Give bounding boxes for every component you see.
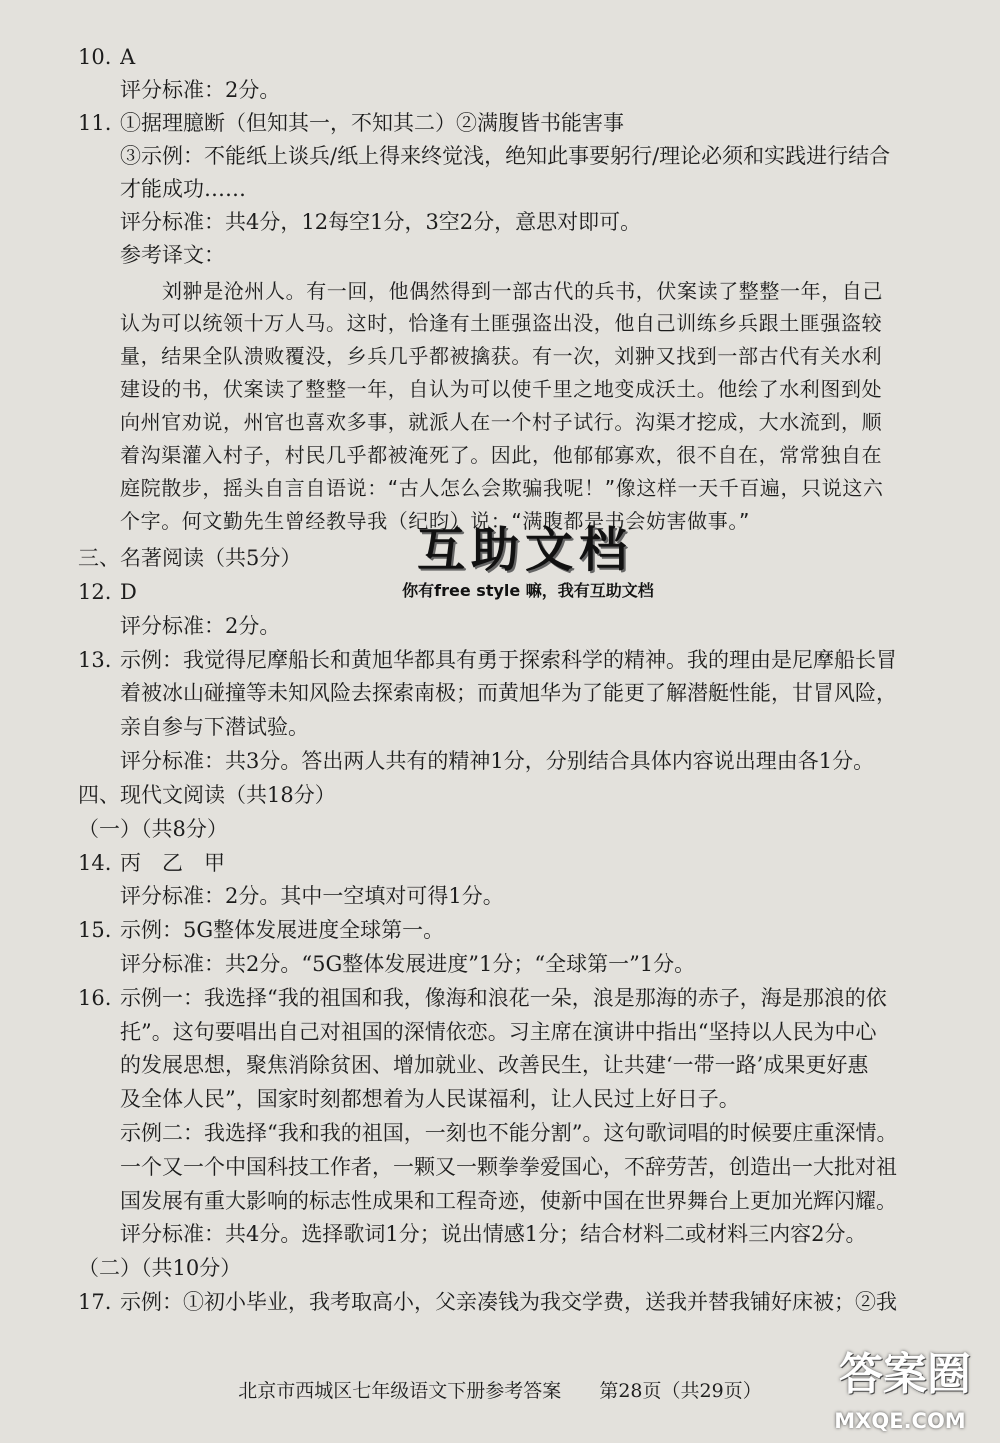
answer-line: 及全体人民”，国家时刻都想着为人民谋福利，让人民过上好日子。 bbox=[120, 1087, 740, 1111]
corner-watermark bbox=[805, 1345, 995, 1440]
translation-line: 认为可以统领十万人马。这时，恰逢有土匪强盗出没，他自己训练乡兵跟土匪强盗较 bbox=[120, 311, 883, 335]
answer-line: 示例：①初小毕业，我考取高小，父亲凑钱为我交学费，送我并替我铺好床被；②我 bbox=[120, 1290, 897, 1314]
answer-line: 示例：5G整体发展进度全球第一。 bbox=[120, 918, 445, 942]
translation-line: 建设的书，伏案读了整整一年，自认为可以使千里之地变成沃土。他绘了水利图到处 bbox=[120, 377, 883, 401]
answer-line: 示例一：我选择“我的祖国和我，像海和浪花一朵，浪是那海的赤子，海是那浪的依 bbox=[120, 986, 887, 1010]
answer-line: 一个又一个中国科技工作者，一颗又一颗拳拳爱国心，不辞劳苦，创造出一大批对祖 bbox=[120, 1155, 897, 1179]
question-number: 17. bbox=[78, 1290, 112, 1314]
question-number: 11. bbox=[78, 111, 112, 135]
answer-line: 示例：我觉得尼摩船长和黄旭华都具有勇于探索科学的精神。我的理由是尼摩船长冒 bbox=[120, 648, 897, 672]
answer-line: 评分标准：共4分。选择歌词1分；说出情感1分；结合材料二或材料三内容2分。 bbox=[120, 1222, 867, 1246]
answer-line: 托”。这句要唱出自己对祖国的深情依恋。习主席在演讲中指出“坚持以人民为中心 bbox=[120, 1020, 877, 1044]
answer-line: 丙 乙 甲 bbox=[120, 851, 225, 875]
question-number: 15. bbox=[78, 918, 112, 942]
question-number: 10. bbox=[78, 45, 112, 69]
answer-line: 评分标准：共4分，12每空1分，3空2分，意思对即可。 bbox=[120, 210, 642, 234]
answer-line: 评分标准：2分。 bbox=[120, 614, 281, 638]
footer-page-number: 第28页（共29页） bbox=[599, 1380, 762, 1402]
answer-line: 四、现代文阅读（共18分） bbox=[78, 783, 336, 807]
corner-logo: 答案圈 bbox=[839, 1349, 971, 1400]
translation-line: 个字。何文勤先生曾经教导我（纪昀）说：“满腹都是书会妨害做事。” bbox=[120, 509, 750, 533]
question-number: 12. bbox=[78, 580, 112, 604]
corner-url: MXQE.COM bbox=[834, 1409, 966, 1433]
answer-line: A bbox=[120, 45, 136, 69]
answer-line: ①据理臆断（但知其一，不知其二）②满腹皆书能害事 bbox=[120, 111, 624, 135]
translation-line: 量，结果全队溃败覆没，乡兵几乎都被擒获。有一次，刘翀又找到一部古代有关水利 bbox=[120, 344, 883, 368]
answer-line: 评分标准：共3分。答出两人共有的精神1分，分别结合具体内容说出理由各1分。 bbox=[120, 749, 875, 773]
answer-line: 评分标准：共2分。“5G整体发展进度”1分；“全球第一”1分。 bbox=[120, 952, 696, 976]
answer-line: 三、名著阅读（共5分） bbox=[78, 546, 302, 570]
answer-line: （一）（共8分） bbox=[78, 817, 228, 841]
answer-line: （二）（共10分） bbox=[78, 1256, 242, 1280]
answer-line: 参考译文： bbox=[120, 243, 225, 267]
answer-line: 评分标准：2分。其中一空填对可得1分。 bbox=[120, 884, 504, 908]
translation-line: 刘翀是沧州人。有一回，他偶然得到一部古代的兵书，伏案读了整整一年，自己 bbox=[162, 279, 883, 303]
answer-line: 亲自参与下潜试验。 bbox=[120, 715, 309, 739]
translation-line: 庭院散步，摇头自言自语说：“古人怎么会欺骗我呢！”像这样一天千百遍，只说这六 bbox=[120, 476, 884, 500]
watermark-slogan: 你有free style 嘛，我有互助文档 bbox=[402, 581, 654, 600]
question-number: 13. bbox=[78, 648, 112, 672]
answer-line: 着被冰山碰撞等未知风险去探索南极；而黄旭华为了能更了解潜艇性能，甘冒风险， bbox=[120, 681, 897, 705]
answer-line: 评分标准：2分。 bbox=[120, 78, 281, 102]
answer-line: 的发展思想，聚焦消除贫困、增加就业、改善民生，让共建‘一带一路’成果更好惠 bbox=[120, 1053, 869, 1077]
footer-title: 北京市西城区七年级语文下册参考答案 bbox=[238, 1380, 562, 1402]
answer-line: ③示例：不能纸上谈兵/纸上得来终觉浅，绝知此事要躬行/理论必须和实践进行结合 bbox=[120, 144, 891, 168]
watermark-logo: 互助文档 bbox=[416, 522, 633, 578]
answer-line: 才能成功…… bbox=[120, 177, 246, 201]
translation-line: 着沟渠灌入村子，村民几乎都被淹死了。因此，他郁郁寡欢，很不自在，常常独自在 bbox=[120, 443, 883, 467]
answer-line: 示例二：我选择“我和我的祖国，一刻也不能分割”。这句歌词唱的时候要庄重深情。 bbox=[120, 1121, 898, 1145]
answer-line: 国发展有重大影响的标志性成果和工程奇迹，使新中国在世界舞台上更加光辉闪耀。 bbox=[120, 1189, 897, 1213]
answer-line: D bbox=[120, 580, 137, 604]
question-number: 14. bbox=[78, 851, 112, 875]
question-number: 16. bbox=[78, 986, 112, 1010]
translation-line: 向州官劝说，州官也喜欢多事，就派人在一个村子试行。沟渠才挖成，大水流到，顺 bbox=[120, 410, 883, 434]
